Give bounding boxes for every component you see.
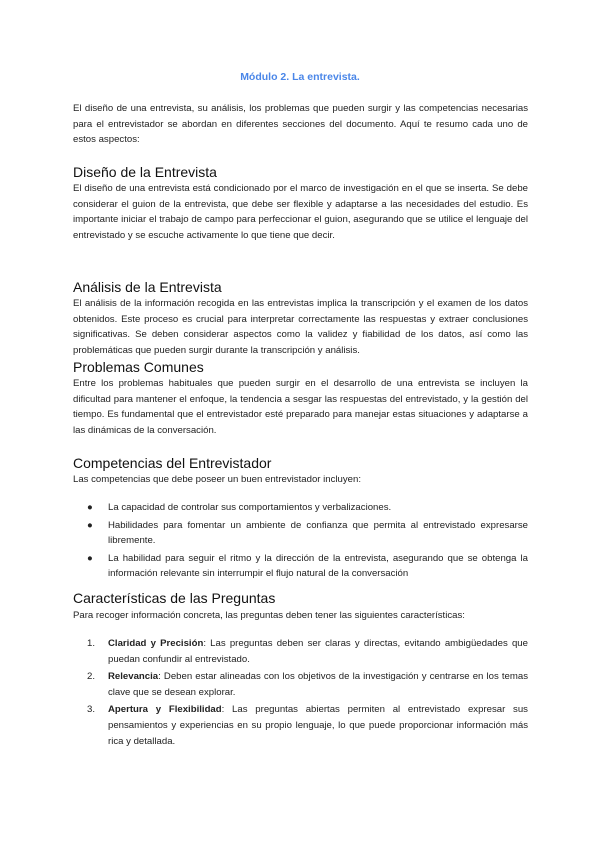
bullet-icon: ●	[87, 519, 93, 531]
heading-analisis: Análisis de la Entrevista	[73, 279, 222, 295]
list-item-text: Habilidades para fomentar un ambiente de confianza que permita al entrevistado expresarse libremente.	[108, 519, 528, 547]
list-item	[73, 518, 528, 549]
paragraph-caracteristicas: Para recoger información concreta, las preguntas deben tener las siguientes características:	[73, 610, 465, 621]
heading-diseno: Diseño de la Entrevista	[73, 164, 217, 180]
heading-competencias: Competencias del Entrevistador	[73, 455, 272, 471]
caracteristicas-list	[73, 636, 528, 751]
document-title: Módulo 2. La entrevista.	[240, 71, 360, 83]
list-item	[73, 551, 528, 582]
intro-paragraph: El diseño de una entrevista, su análisis, los problemas que pueden surgir y las competencias necesarias para el entrevistador se abordan en diferentes secciones del documento. Aquí te resumo cada uno de estos aspectos:	[73, 103, 528, 146]
bullet-icon: ●	[87, 552, 93, 564]
list-item	[73, 702, 528, 749]
paragraph-competencias: Las competencias que debe poseer un buen entrevistador incluyen:	[73, 474, 362, 485]
heading-caracteristicas: Características de las Preguntas	[73, 590, 276, 606]
list-item-term: Claridad y Precisión	[108, 638, 204, 649]
paragraph-problemas: Entre los problemas habituales que pueden surgir en el desarrollo de una entrevista se incluyen la dificultad para mantener el enfoque, la tendencia a sesgar las respuestas del entrevistado, y la gestión del tiempo. Es fundamental que el entrevistador esté preparado para manejar estas situaciones y adaptarse a las dinámicas de la conversación.	[73, 378, 528, 436]
list-item-term: Apertura y Flexibilidad	[108, 704, 222, 716]
list-number: 3.	[87, 704, 96, 716]
list-item-text: : Las preguntas deben ser claras y directas, evitando ambigüedades que puedan confundir al entrevistado.	[108, 638, 528, 665]
paragraph-diseno: El diseño de una entrevista está condicionado por el marco de investigación en el que se inserta. Se debe considerar el guion de la entrevista, que debe ser flexible y adaptarse a las necesidades del estudio. Es importante iniciar el trabajo de campo para perfeccionar el guion, asegurando que se utilice el lenguaje del entrevistado y se escuche activamente lo que tiene que decir.	[73, 183, 528, 241]
list-item-text: La capacidad de controlar sus comportamientos y verbalizaciones.	[108, 502, 392, 513]
list-item-text: : Deben estar alineadas con los objetivos de la investigación y centrarse en los temas clave que se desean explorar.	[108, 671, 528, 698]
list-item	[73, 669, 528, 700]
bullet-icon: ●	[87, 502, 93, 513]
list-item-text: : Las preguntas abiertas permiten al entrevistado expresar sus pensamientos y experiencias en su propio lenguaje, lo que puede proporcionar información más rica y detallada.	[108, 704, 528, 747]
list-item	[73, 500, 528, 516]
list-number: 2.	[87, 671, 96, 683]
list-item-text: La habilidad para seguir el ritmo y la dirección de la entrevista, asegurando que se obtenga la información relevante sin interrumpir el flujo natural de la conversación	[108, 552, 528, 580]
list-number: 1.	[87, 638, 96, 649]
paragraph-analisis: El análisis de la información recogida en las entrevistas implica la transcripción y el examen de los datos obtenidos. Este proceso es crucial para interpretar correctamente las respuestas y extraer conclusiones significativas. Se deben considerar aspectos como la validez y fiabilidad de los datos, así como las problemáticas que pueden surgir durante la transcripción y análisis.	[73, 298, 528, 356]
list-item-term: Relevancia	[108, 671, 159, 683]
heading-problemas: Problemas Comunes	[73, 359, 204, 375]
competencias-list	[73, 500, 528, 584]
list-item	[73, 636, 528, 667]
